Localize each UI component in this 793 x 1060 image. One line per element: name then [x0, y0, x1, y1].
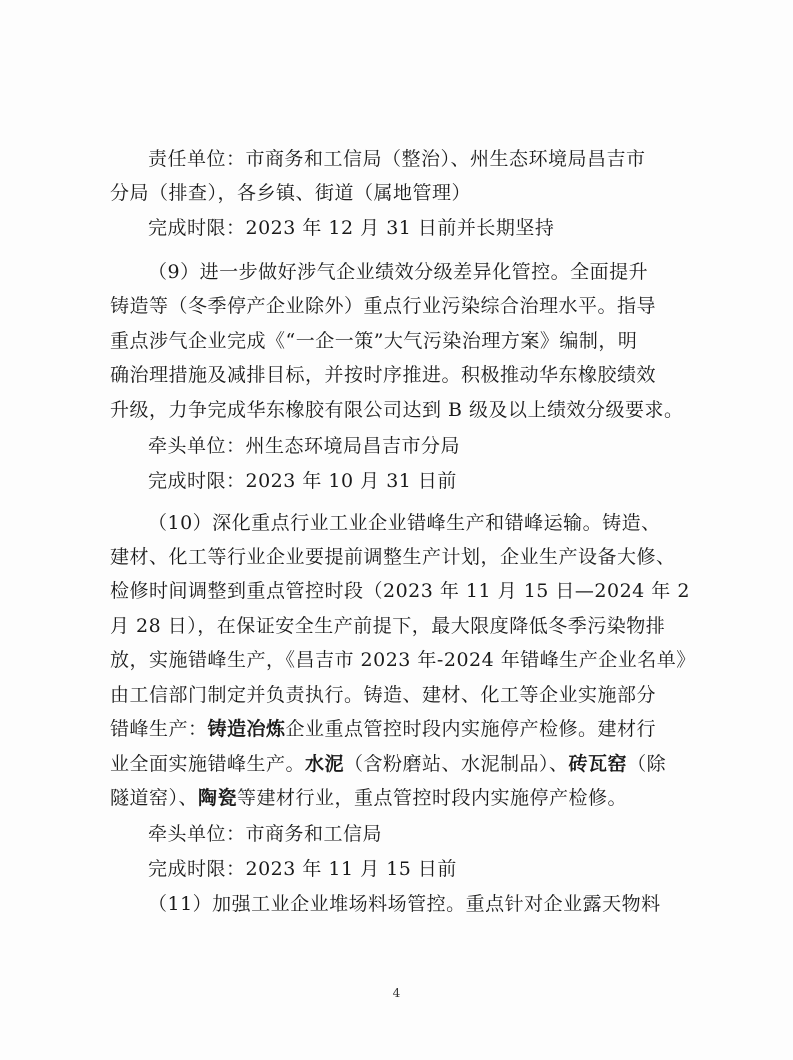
text-line: 牵头单位：市商务和工信局: [148, 823, 383, 845]
text-line: 完成时限：2023 年 11 月 15 日前: [148, 858, 457, 880]
text-line: 建材、化工等行业企业要提前调整生产计划，企业生产设备大修、: [110, 546, 676, 568]
text-line: （11）加强工业企业堆场料场管控。重点针对企业露天物料: [148, 893, 661, 915]
text-line: 月 28 日），在保证安全生产前提下，最大限度降低冬季污染物排: [110, 615, 666, 637]
text-line: 分局（排查），各乡镇、街道（属地管理）: [110, 182, 472, 204]
text-line: 隧道窑）、陶瓷等建材行业，重点管控时段内实施停产检修。: [110, 787, 628, 809]
text-line: 业全面实施错峰生产。水泥（含粉磨站、水泥制品）、砖瓦窑（除: [110, 753, 667, 775]
text-line: 确治理措施及减排目标，并按时序推进。积极推动华东橡胶绩效: [110, 364, 657, 386]
text-line: 放，实施错峰生产，《昌吉市 2023 年-2024 年错峰生产企业名单》: [110, 649, 696, 671]
text-line: 重点涉气企业完成《“一企一策”大气污染治理方案》编制，明: [110, 330, 638, 352]
text-line: 检修时间调整到重点管控时段（2023 年 11 月 15 日—2024 年 2: [110, 580, 690, 602]
text-line: 由工信部门制定并负责执行。铸造、建材、化工等企业实施部分: [110, 684, 657, 706]
text-line: 牵头单位：州生态环境局昌吉市分局: [148, 435, 461, 457]
page-number: 4: [392, 986, 401, 1000]
text-line: （9）进一步做好涉气企业绩效分级差异化管控。全面提升: [148, 261, 649, 283]
text-line: 责任单位：市商务和工信局（整治）、州生态环境局昌吉市: [148, 148, 646, 170]
text-line: 完成时限：2023 年 10 月 31 日前: [148, 470, 457, 492]
text-line: （10）深化重点行业工业企业错峰生产和错峰运输。铸造、: [148, 512, 661, 534]
text-line: 错峰生产：铸造冶炼企业重点管控时段内实施停产检修。建材行: [110, 718, 657, 740]
text-line: 完成时限：2023 年 12 月 31 日前并长期坚持: [148, 217, 555, 239]
text-line: 铸造等（冬季停产企业除外）重点行业污染综合治理水平。指导: [110, 295, 657, 317]
text-line: 升级，力争完成华东橡胶有限公司达到 B 级及以上绩效分级要求。: [110, 399, 684, 421]
